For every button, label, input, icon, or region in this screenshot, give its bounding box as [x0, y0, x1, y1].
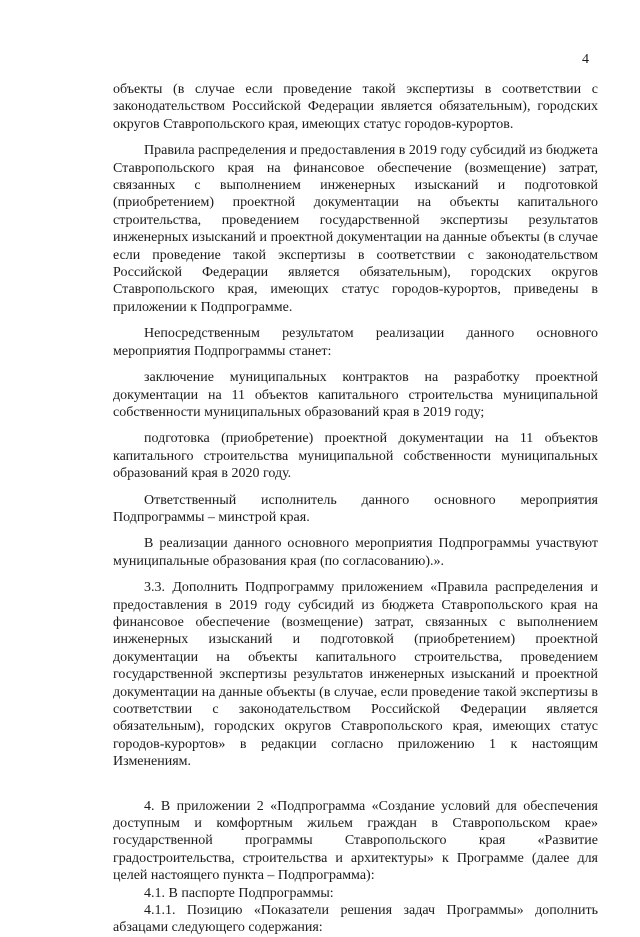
- paragraph: Непосредственным результатом реализации данного основного мероприятия Подпрограммы станет:: [113, 326, 598, 359]
- paragraph: Ответственный исполнитель данного основного мероприятия Подпрограммы – минстрой края.: [113, 492, 598, 525]
- paragraph: 4. В приложении 2 «Подпрограмма «Создание условий для обеспечения доступным и комфортным жильем граждан в Ставропольском крае» государственной программы Ставропольского края «Развитие градостроительства, строительства и архитектуры» к Программе (далее для целей настоящего пункта – Подпрограмма):: [113, 798, 598, 884]
- paragraph: 4.1. В паспорте Подпрограммы:: [144, 885, 334, 901]
- paragraph: Правила распределения и предоставления в 2019 году субсидий из бюджета Ставропольского края на финансовое обеспечение (возмещение) затрат, связанных с выполнением инженерных изысканий и подготовкой (приобретением) проектной документации на объекты капитального строительства, проведением государственной экспертизы результатов инженерных изысканий и проектной документации на данные объекты (в случае если проведение такой экспертизы в соответствии с законодательством Российской Федерации является обязательным), городских округов Ставропольского края, имеющих статус городов-курортов, приведены в приложении к Подпрограмме.: [113, 143, 599, 315]
- paragraph: заключение муниципальных контрактов на разработку проектной документации на 11 объектов капитального строительства муниципальной собственности муниципальных образований края в 2019 году;: [113, 370, 598, 420]
- paragraph: подготовка (приобретение) проектной документации на 11 объектов капитального строительства муниципальной собственности муниципальных образований края в 2020 году.: [113, 431, 598, 482]
- document-body: [113, 81, 598, 937]
- paragraph: 4.1.1. Позицию «Показатели решения задач Программы» дополнить абзацами следующего содержания:: [113, 903, 598, 936]
- paragraph: объекты (в случае если проведение такой экспертизы в соответствии с законодательством Российской Федерации является обязательным), городских округов Ставропольского края, имеющих статус городов-курортов.: [113, 82, 598, 132]
- page-number: 4: [582, 52, 589, 67]
- paragraph: 3.3. Дополнить Подпрограмму приложением «Правила распределения и предоставления в 2019 году субсидий из бюджета Ставропольского края на финансовое обеспечение (возмещение) затрат, связанных с выполнением инженерных изысканий и подготовкой (приобретением) проектной документации на объекты капитального строительства, проведением государственной экспертизы результатов инженерных изысканий и проектной документации на данные объекты (в случае, если проведение такой экспертизы в соответствии с законодательством Российской Федерации является обязательным), городских округов Ставропольского края, имеющих статус городов-курортов» в редакции согласно приложению 1 к настоящим Изменениям.: [113, 580, 598, 770]
- paragraph: В реализации данного основного мероприятия Подпрограммы участвуют муниципальные образования края (по согласованию).».: [113, 536, 598, 569]
